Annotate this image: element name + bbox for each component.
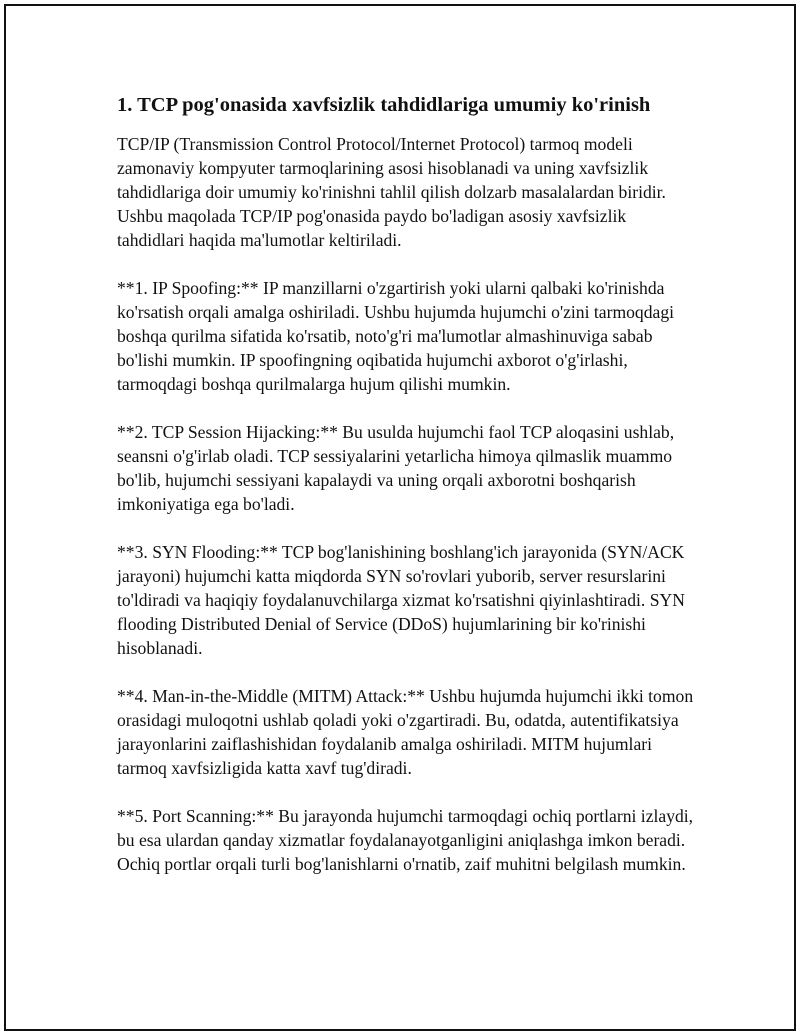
document-body <box>117 91 697 900</box>
paragraph-session-hijacking: **2. TCP Session Hijacking:** Bu usulda hujumchi faol TCP aloqasini ushlab, seansni o'g'irlab oladi. TCP sessiyalarini yetarlicha himoya qilmaslik muammo bo'lib, hujumchi sessiyani kapalaydi va uning orqali axborotni boshqarish imkoniyatiga ega bo'ladi. <box>117 422 675 514</box>
document-title: 1. TCP pog'onasida xavfsizlik tahdidlariga umumiy ko'rinish <box>117 94 651 116</box>
intro-paragraph: TCP/IP (Transmission Control Protocol/Internet Protocol) tarmoq modeli zamonaviy kompyuter tarmoqlarining asosi hisoblanadi va uning xavfsizlik tahdidlariga doir umumiy ko'rinishni tahlil qilish dolzarb masalalardan biridir. Ushbu maqolada TCP/IP pog'onasida paydo bo'ladigan asosiy xavfsizlik tahdidlari haqida ma'lumotlar keltiriladi. <box>117 134 666 250</box>
paragraph-port-scanning: **5. Port Scanning:** Bu jarayonda hujumchi tarmoqdagi ochiq portlarni izlaydi, bu esa ulardan qanday xizmatlar foydalanayotganligini aniqlashga imkon beradi. Ochiq portlar orqali turli bog'lanishlarni o'rnatib, zaif muhitni belgilash mumkin. <box>117 806 694 874</box>
paragraph-syn-flooding: **3. SYN Flooding:** TCP bog'lanishining boshlang'ich jarayonida (SYN/ACK jarayoni) hujumchi katta miqdorda SYN so'rovlari yuborib, server resurslarini to'ldiradi va haqiqiy foydalanuvchilarga xizmat ko'rsatishni qiyinlashtiradi. SYN flooding Distributed Denial of Service (DDoS) hujumlarining bir ko'rinishi hisoblanadi. <box>117 542 685 658</box>
paragraph-mitm-attack: **4. Man-in-the-Middle (MITM) Attack:** Ushbu hujumda hujumchi ikki tomon orasidagi muloqotni ushlab qoladi yoki o'zgartiradi. Bu, odatda, autentifikatsiya jarayonlarini zaiflashishidan foydalanib amalga oshiriladi. MITM hujumlari tarmoq xavfsizligida katta xavf tug'diradi. <box>117 686 694 778</box>
paragraph-ip-spoofing: **1. IP Spoofing:** IP manzillarni o'zgartirish yoki ularni qalbaki ko'rinishda ko'rsatish orqali amalga oshiriladi. Ushbu hujumda hujumchi o'zini tarmoqdagi boshqa qurilma sifatida ko'rsatib, noto'g'ri ma'lumotlar almashinuviga sabab bo'lishi mumkin. IP spoofingning oqibatida hujumchi axborot o'g'irlashi, tarmoqdagi boshqa qurilmalarga hujum qilishi mumkin. <box>117 278 675 394</box>
